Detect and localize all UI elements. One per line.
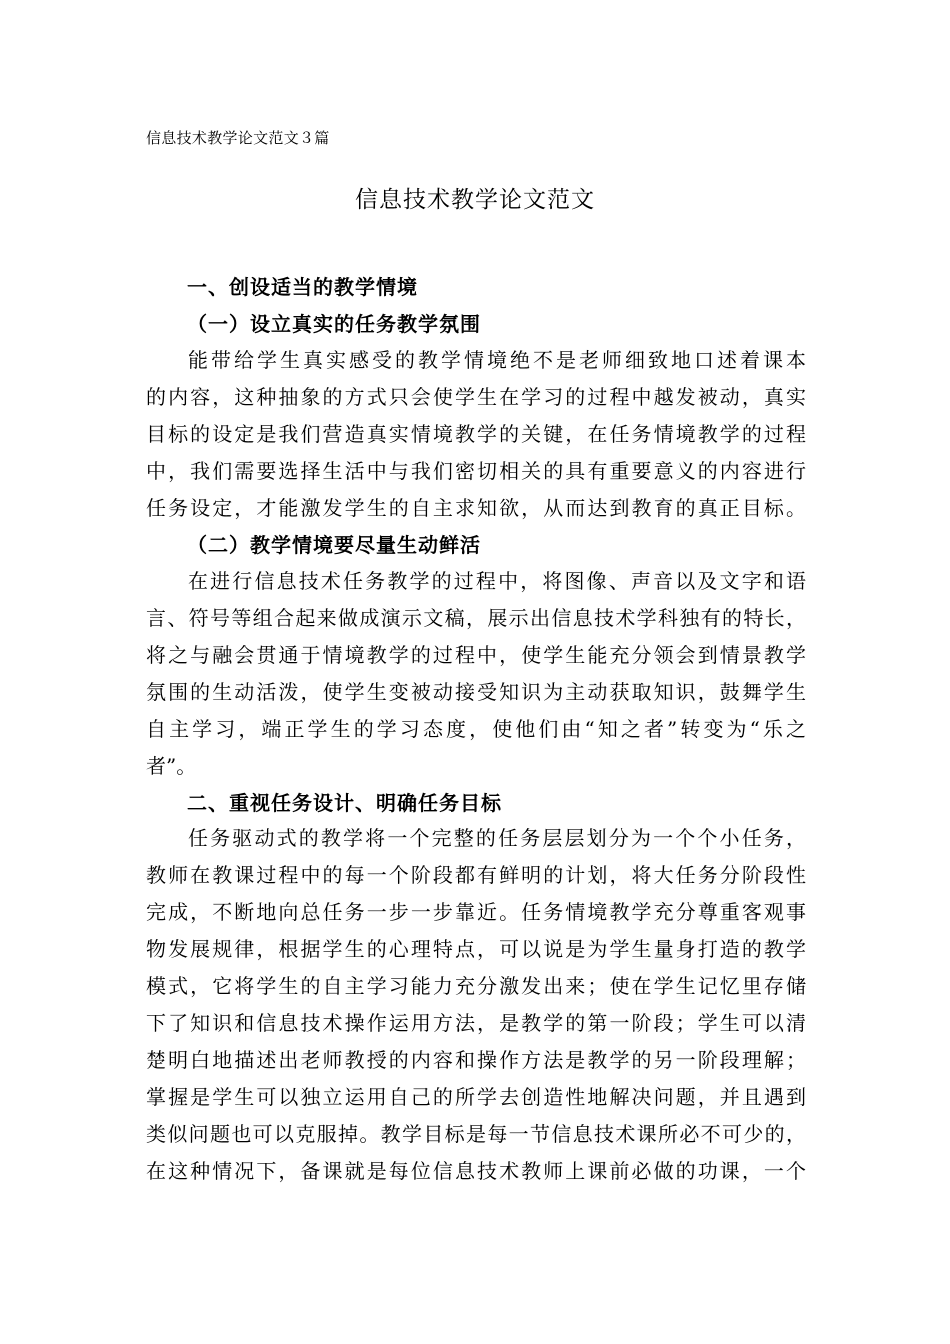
paragraph-line: 中，我们需要选择生活中与我们密切相关的具有重要意义的内容进行 <box>146 459 806 483</box>
paragraph-line: 氛围的生动活泼，使学生变被动接受知识为主动获取知识，鼓舞学生 <box>146 680 806 704</box>
paragraph-line: 楚明白地描述出老师教授的内容和操作方法是教学的另一阶段理解； <box>146 1048 806 1072</box>
paragraph-line: 言、符号等组合起来做成演示文稿，展示出信息技术学科独有的特长， <box>146 606 806 630</box>
paragraph-line: 在进行信息技术任务教学的过程中，将图像、声音以及文字和语 <box>188 569 806 593</box>
paragraph-line: 目标的设定是我们营造真实情境教学的关键，在任务情境教学的过程 <box>146 422 806 446</box>
paragraph-line: 的内容，这种抽象的方式只会使学生在学习的过程中越发被动，真实 <box>146 385 806 409</box>
paragraph-line: 将之与融会贯通于情境教学的过程中，使学生能充分领会到情景教学 <box>146 643 806 667</box>
paragraph-line: 能带给学生真实感受的教学情境绝不是老师细致地口述着课本 <box>188 348 806 372</box>
paragraph-line: 在这种情况下，备课就是每位信息技术教师上课前必做的功课，一个 <box>146 1159 806 1183</box>
paragraph-line: 类似问题也可以克服掉。教学目标是每一节信息技术课所必不可少的， <box>146 1122 806 1146</box>
document-title: 信息技术教学论文范文 <box>355 187 595 213</box>
document-top-note: 信息技术教学论文范文３篇 <box>146 129 330 147</box>
subsection-heading-1-1: （一）设立真实的任务教学氛围 <box>187 312 481 336</box>
paragraph-line: 掌握是学生可以独立运用自己的所学去创造性地解决问题，并且遇到 <box>146 1085 806 1109</box>
paragraph-line: 物发展规律，根据学生的心理特点，可以说是为学生量身打造的教学 <box>146 937 806 961</box>
paragraph-line: 任务驱动式的教学将一个完整的任务层层划分为一个个小任务， <box>188 826 806 850</box>
section-heading-2: 二、重视任务设计、明确任务目标 <box>187 791 502 815</box>
section-heading-1: 一、创设适当的教学情境 <box>187 275 418 299</box>
subsection-heading-1-2: （二）教学情境要尽量生动鲜活 <box>187 533 481 557</box>
paragraph-line: 者”。 <box>146 754 197 778</box>
paragraph-line: 完成，不断地向总任务一步一步靠近。任务情境教学充分尊重客观事 <box>146 900 806 924</box>
paragraph-line: 下了知识和信息技术操作运用方法，是教学的第一阶段；学生可以清 <box>146 1011 806 1035</box>
paragraph-line: 自主学习，端正学生的学习态度，使他们由“知之者”转变为“乐之 <box>146 717 806 741</box>
paragraph-line: 任务设定，才能激发学生的自主求知欲，从而达到教育的真正目标。 <box>146 496 806 520</box>
paragraph-line: 模式，它将学生的自主学习能力充分激发出来；使在学生记忆里存储 <box>146 974 806 998</box>
paragraph-line: 教师在教课过程中的每一个阶段都有鲜明的计划，将大任务分阶段性 <box>146 863 806 887</box>
